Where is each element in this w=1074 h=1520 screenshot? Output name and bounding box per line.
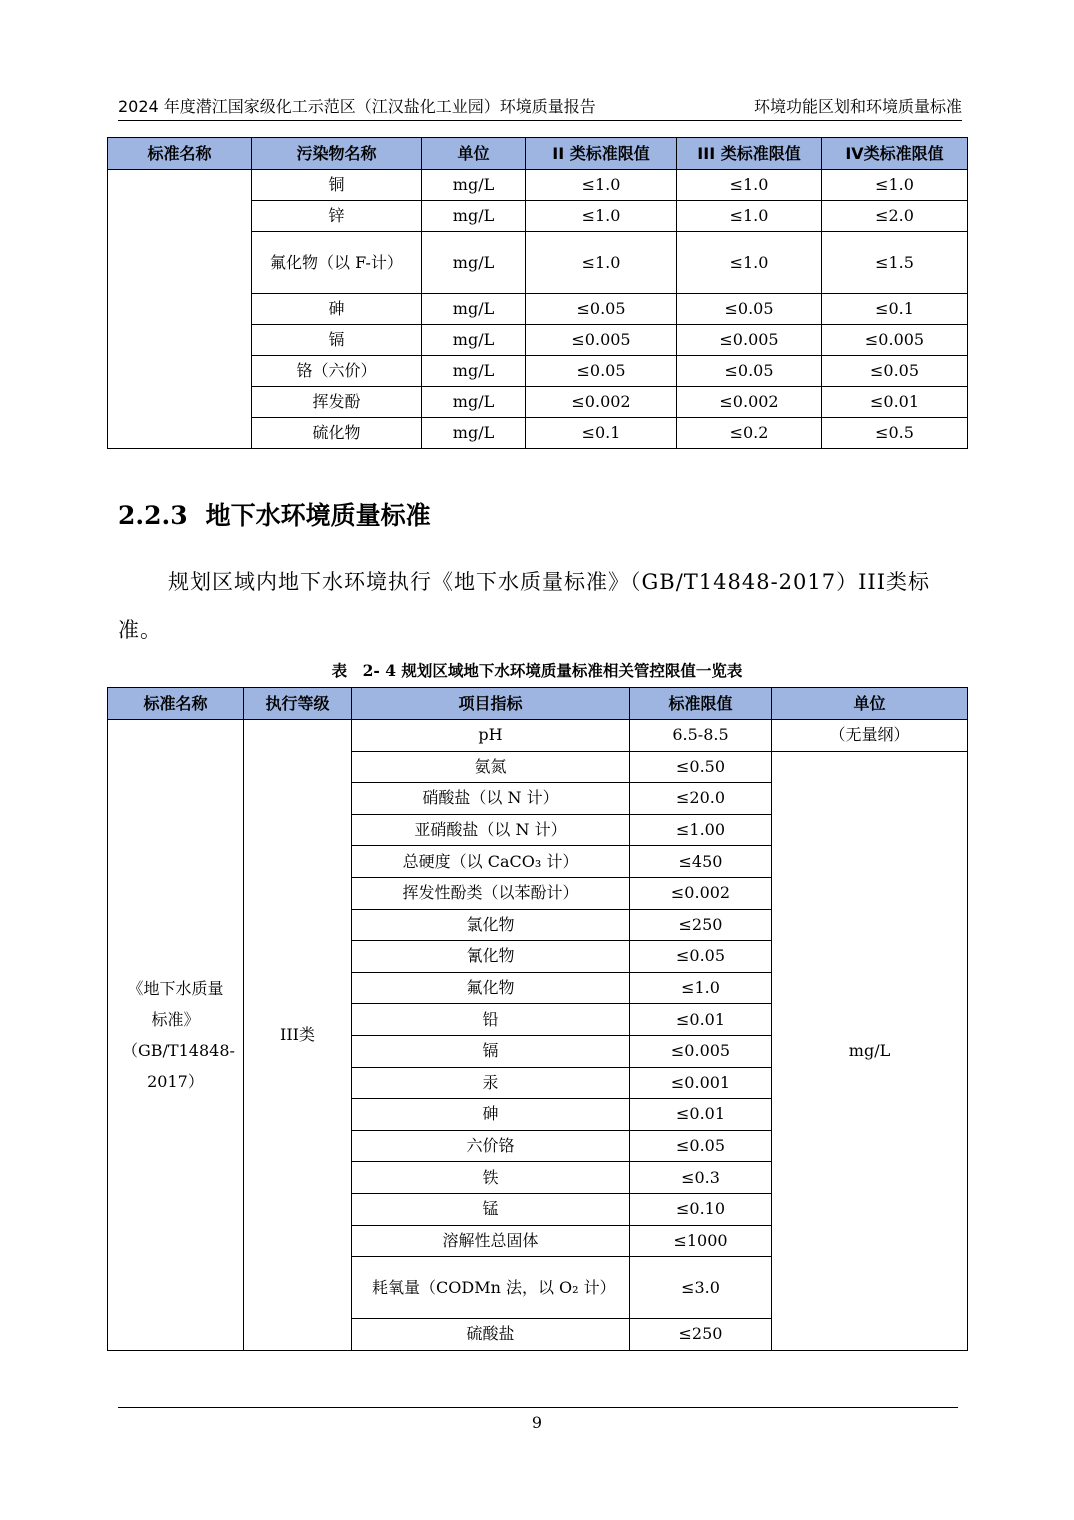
limit-cell: ≤0.1 bbox=[526, 418, 677, 449]
limit-cell: ≤1.0 bbox=[677, 170, 822, 201]
section-title: 地下水环境质量标准 bbox=[205, 501, 431, 530]
limit-cell: ≤450 bbox=[630, 846, 772, 878]
limit-cell: ≤0.50 bbox=[630, 751, 772, 783]
limit-cell: ≤0.005 bbox=[677, 325, 822, 356]
limit-cell: ≤20.0 bbox=[630, 783, 772, 815]
indicator-cell: pH bbox=[352, 720, 630, 752]
limit-cell: ≤1.0 bbox=[822, 170, 968, 201]
col-header-limit: 标准限值 bbox=[630, 688, 772, 720]
pollutant-cell: 砷 bbox=[252, 294, 422, 325]
indicator-cell: 溶解性总固体 bbox=[352, 1225, 630, 1257]
section-paragraph bbox=[118, 558, 962, 654]
unit-cell: mg/L bbox=[422, 325, 526, 356]
unit-cell: mg/L bbox=[422, 201, 526, 232]
unit-cell: mg/L bbox=[772, 751, 968, 1350]
limit-cell: ≤0.01 bbox=[822, 387, 968, 418]
limit-cell: ≤0.10 bbox=[630, 1193, 772, 1225]
limit-cell: ≤1.0 bbox=[526, 201, 677, 232]
header-report-title: 2024 年度潜江国家级化工示范区（江汉盐化工业园）环境质量报告 bbox=[118, 97, 596, 116]
limit-cell: ≤0.005 bbox=[630, 1035, 772, 1067]
section-heading bbox=[118, 496, 431, 532]
limit-cell: ≤0.05 bbox=[630, 1130, 772, 1162]
indicator-cell: 耗氧量（CODMn 法，以 O₂ 计） bbox=[352, 1257, 630, 1319]
limit-cell: ≤0.002 bbox=[526, 387, 677, 418]
limit-cell: ≤1.00 bbox=[630, 814, 772, 846]
limit-cell: ≤0.002 bbox=[630, 877, 772, 909]
surface-water-standards-table bbox=[107, 137, 968, 449]
limit-cell: ≤0.3 bbox=[630, 1162, 772, 1194]
limit-cell: ≤0.05 bbox=[677, 294, 822, 325]
indicator-cell: 总硬度（以 CaCO₃ 计） bbox=[352, 846, 630, 878]
limit-cell: ≤1.0 bbox=[526, 232, 677, 294]
limit-cell: ≤0.001 bbox=[630, 1067, 772, 1099]
limit-cell: ≤1.0 bbox=[526, 170, 677, 201]
indicator-cell: 汞 bbox=[352, 1067, 630, 1099]
pollutant-cell: 锌 bbox=[252, 201, 422, 232]
indicator-cell: 锰 bbox=[352, 1193, 630, 1225]
limit-cell: ≤0.005 bbox=[526, 325, 677, 356]
pollutant-cell: 镉 bbox=[252, 325, 422, 356]
standard-name-cell bbox=[108, 170, 252, 449]
limit-cell: ≤250 bbox=[630, 1319, 772, 1351]
standard-name-cell: 《地下水质量标准》（GB/T14848-2017） bbox=[108, 720, 244, 1351]
limit-cell: ≤0.01 bbox=[630, 1099, 772, 1131]
unit-cell: mg/L bbox=[422, 294, 526, 325]
col-header-class-iv: IV类标准限值 bbox=[822, 138, 968, 170]
indicator-cell: 氨氮 bbox=[352, 751, 630, 783]
indicator-cell: 氟化物 bbox=[352, 972, 630, 1004]
unit-cell: mg/L bbox=[422, 170, 526, 201]
section-number: 2.2.3 bbox=[118, 501, 188, 530]
col-header-unit: 单位 bbox=[772, 688, 968, 720]
limit-cell: ≤0.5 bbox=[822, 418, 968, 449]
limit-cell: ≤3.0 bbox=[630, 1257, 772, 1319]
limit-cell: ≤1.0 bbox=[630, 972, 772, 1004]
limit-cell: ≤0.05 bbox=[822, 356, 968, 387]
unit-cell: mg/L bbox=[422, 232, 526, 294]
limit-cell: ≤0.05 bbox=[526, 294, 677, 325]
grade-cell: III类 bbox=[244, 720, 352, 1351]
table-caption: 表 2- 4 规划区域地下水环境质量标准相关管控限值一览表 bbox=[331, 661, 743, 680]
limit-cell: ≤0.002 bbox=[677, 387, 822, 418]
col-header-class-iii: III 类标准限值 bbox=[677, 138, 822, 170]
limit-cell: ≤250 bbox=[630, 909, 772, 941]
limit-cell: ≤0.01 bbox=[630, 1004, 772, 1036]
col-header-standard-name: 标准名称 bbox=[108, 138, 252, 170]
table-header-row bbox=[108, 138, 968, 170]
indicator-cell: 砷 bbox=[352, 1099, 630, 1131]
limit-cell: 6.5-8.5 bbox=[630, 720, 772, 752]
unit-cell: mg/L bbox=[422, 418, 526, 449]
paragraph-text: 规划区域内地下水环境执行《地下水质量标准》（GB/T14848-2017）III类标准。 bbox=[118, 570, 931, 642]
indicator-cell: 氰化物 bbox=[352, 941, 630, 973]
pollutant-cell: 铜 bbox=[252, 170, 422, 201]
pollutant-cell: 铬（六价） bbox=[252, 356, 422, 387]
page-header bbox=[118, 92, 962, 121]
limit-cell: ≤1000 bbox=[630, 1225, 772, 1257]
col-header-class-ii: II 类标准限值 bbox=[526, 138, 677, 170]
unit-cell: （无量纲） bbox=[772, 720, 968, 752]
limit-cell: ≤0.005 bbox=[822, 325, 968, 356]
indicator-cell: 氯化物 bbox=[352, 909, 630, 941]
unit-cell: mg/L bbox=[422, 356, 526, 387]
col-header-indicator: 项目指标 bbox=[352, 688, 630, 720]
indicator-cell: 挥发性酚类（以苯酚计） bbox=[352, 877, 630, 909]
page-number: 9 bbox=[531, 1413, 543, 1432]
col-header-unit: 单位 bbox=[422, 138, 526, 170]
indicator-cell: 亚硝酸盐（以 N 计） bbox=[352, 814, 630, 846]
limit-cell: ≤2.0 bbox=[822, 201, 968, 232]
indicator-cell: 硫酸盐 bbox=[352, 1319, 630, 1351]
pollutant-cell: 氟化物（以 F-计） bbox=[252, 232, 422, 294]
limit-cell: ≤0.2 bbox=[677, 418, 822, 449]
col-header-pollutant: 污染物名称 bbox=[252, 138, 422, 170]
indicator-cell: 六价铬 bbox=[352, 1130, 630, 1162]
limit-cell: ≤1.5 bbox=[822, 232, 968, 294]
indicator-cell: 镉 bbox=[352, 1035, 630, 1067]
table-row bbox=[108, 170, 968, 201]
header-chapter-title: 环境功能区划和环境质量标准 bbox=[753, 97, 962, 116]
unit-cell: mg/L bbox=[422, 387, 526, 418]
limit-cell: ≤1.0 bbox=[677, 201, 822, 232]
limit-cell: ≤0.05 bbox=[526, 356, 677, 387]
col-header-grade: 执行等级 bbox=[244, 688, 352, 720]
col-header-standard-name: 标准名称 bbox=[108, 688, 244, 720]
table-row bbox=[108, 720, 968, 752]
limit-cell: ≤0.05 bbox=[677, 356, 822, 387]
footer-divider bbox=[118, 1407, 958, 1408]
indicator-cell: 硝酸盐（以 N 计） bbox=[352, 783, 630, 815]
table-header-row bbox=[108, 688, 968, 720]
limit-cell: ≤0.1 bbox=[822, 294, 968, 325]
limit-cell: ≤0.05 bbox=[630, 941, 772, 973]
indicator-cell: 铁 bbox=[352, 1162, 630, 1194]
groundwater-standards-table bbox=[107, 687, 968, 1351]
indicator-cell: 铅 bbox=[352, 1004, 630, 1036]
pollutant-cell: 硫化物 bbox=[252, 418, 422, 449]
limit-cell: ≤1.0 bbox=[677, 232, 822, 294]
pollutant-cell: 挥发酚 bbox=[252, 387, 422, 418]
